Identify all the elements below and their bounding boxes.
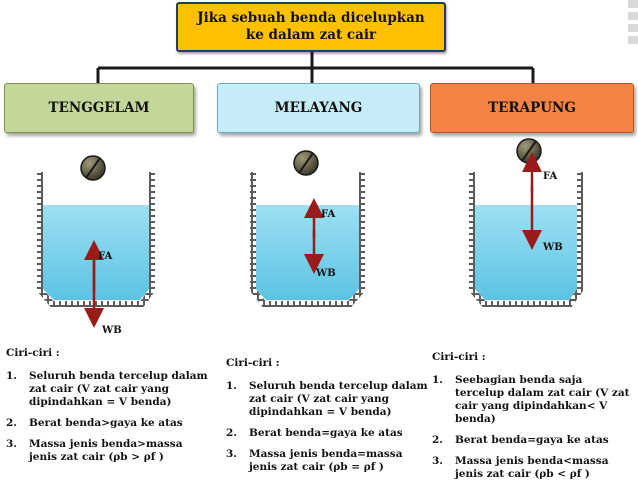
title-line-1: Jika sebuah benda dicelupkan bbox=[197, 10, 425, 26]
container-tenggelam bbox=[40, 156, 152, 336]
list-item: 2. Berat benda=gaya ke atas bbox=[432, 434, 609, 446]
container-terapung bbox=[472, 139, 580, 304]
title-line-2: ke dalam zat cair bbox=[245, 27, 377, 43]
list-item: 1. Seluruh benda tercelup dalam zat cair (V zat cair yang dipindahkan = V benda) bbox=[6, 370, 208, 408]
list-item: 3. Massa jenis benda<massa jenis zat cair (ρb < ρf ) bbox=[432, 455, 609, 480]
list-item: 1. Seebagian benda saja tercelup dalam zat cair (V zat cair yang dipindahkan< V benda) bbox=[432, 374, 630, 425]
category-tenggelam: TENGGELAM bbox=[4, 83, 194, 133]
list-item: 3. Massa jenis benda>massa jenis zat cair (ρb > ρf ) bbox=[6, 438, 183, 463]
list-item: 2. Berat benda=gaya ke atas bbox=[226, 427, 403, 439]
label-wb: WB bbox=[543, 242, 563, 253]
characteristics-terapung bbox=[432, 351, 632, 489]
label-wb: WB bbox=[102, 325, 122, 336]
characteristics-heading: Ciri-ciri : bbox=[432, 351, 486, 363]
characteristics-melayang bbox=[226, 357, 431, 482]
label-wb: WB bbox=[316, 268, 336, 279]
category-terapung: TERAPUNG bbox=[430, 83, 634, 133]
category-melayang: MELAYANG bbox=[217, 83, 420, 133]
container-melayang bbox=[253, 151, 362, 304]
characteristics-heading: Ciri-ciri : bbox=[6, 347, 60, 359]
list-item: 1. Seluruh benda tercelup dalam zat cair (V zat cair yang dipindahkan = V benda) bbox=[226, 380, 428, 418]
label-fa: FA bbox=[543, 171, 558, 182]
label-fa: FA bbox=[321, 209, 336, 220]
ball-tenggelam bbox=[81, 156, 105, 180]
label-fa: FA bbox=[98, 251, 113, 262]
ball-melayang bbox=[294, 151, 318, 175]
list-item: 2. Berat benda>gaya ke atas bbox=[6, 417, 183, 429]
list-item: 3. Massa jenis benda=massa jenis zat cair (ρb = ρf ) bbox=[226, 448, 403, 473]
characteristics-heading: Ciri-ciri : bbox=[226, 357, 280, 369]
ball-terapung bbox=[517, 139, 541, 163]
characteristics-tenggelam bbox=[6, 347, 211, 472]
